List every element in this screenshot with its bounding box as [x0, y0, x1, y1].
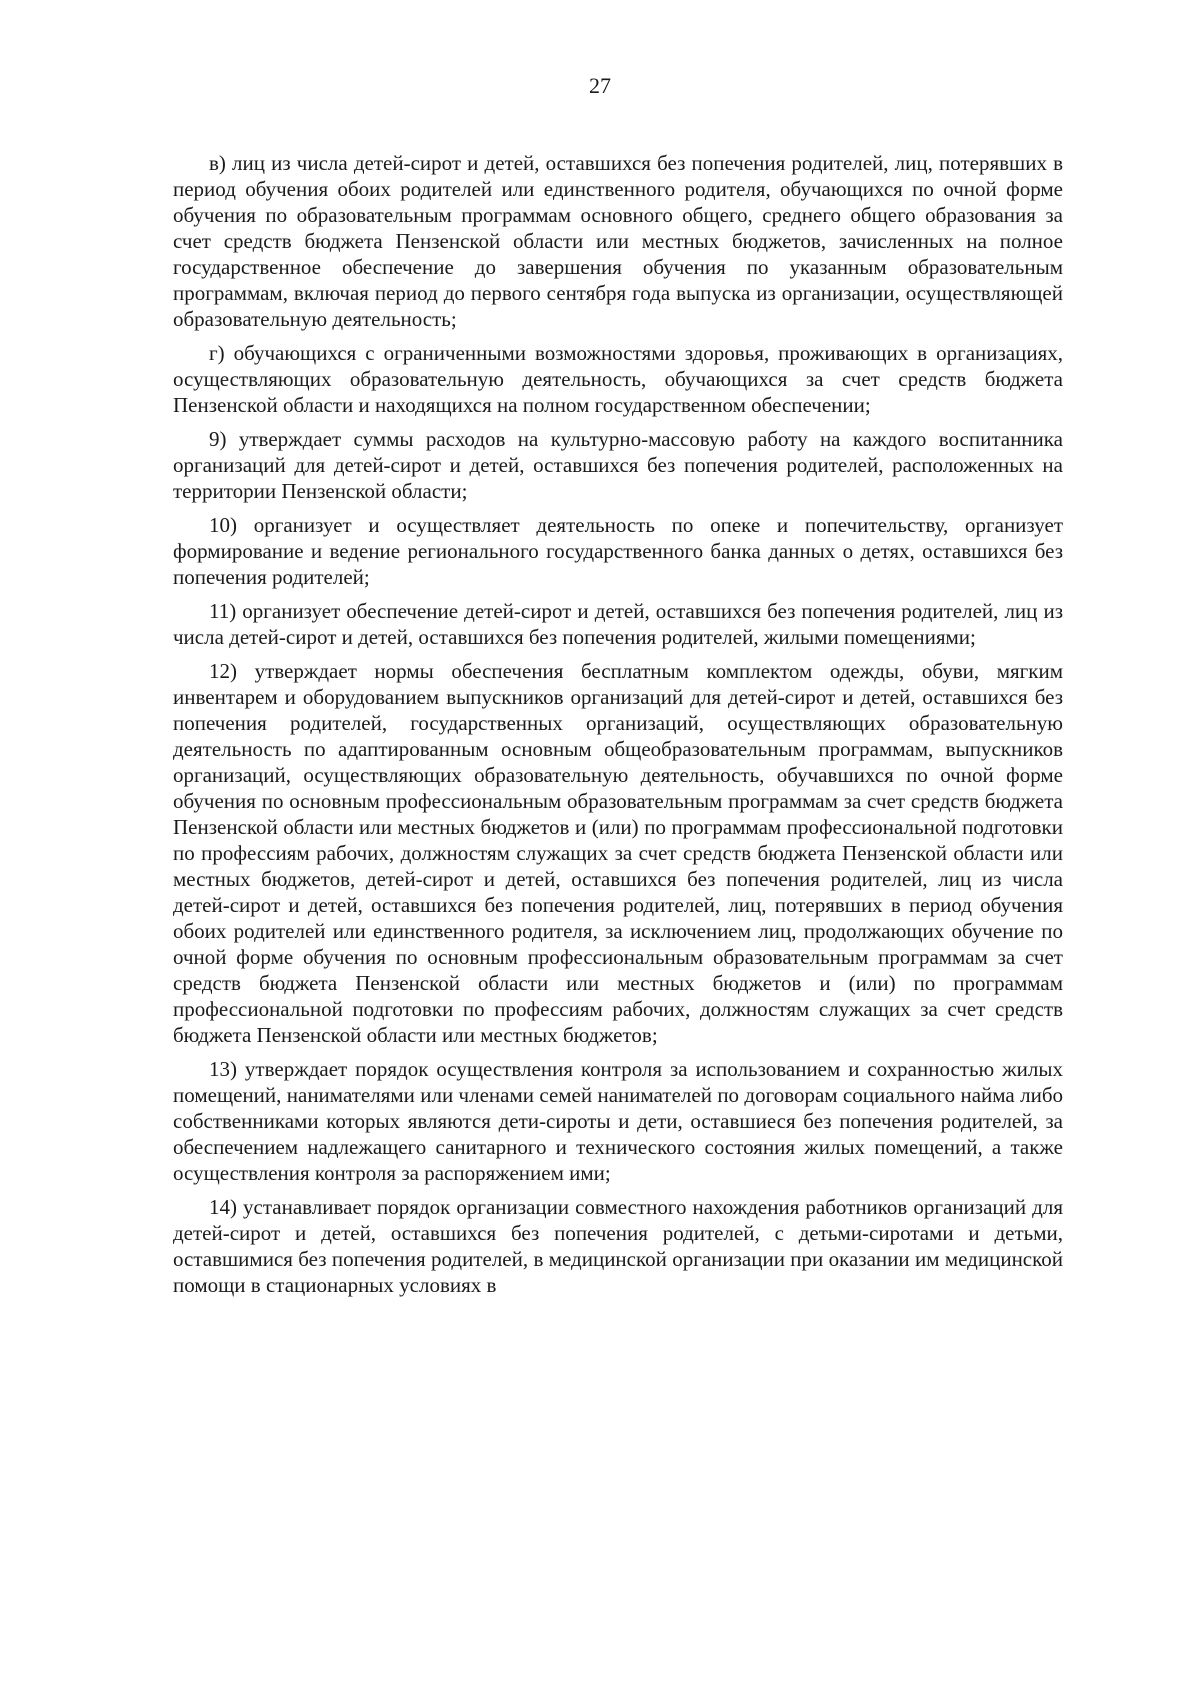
paragraph-9: 9) утверждает суммы расходов на культурно-массовую работу на каждого воспитанника организаций для детей-сирот и детей, оставшихся без попечения родителей, расположенных на территории Пензенской области;	[173, 427, 1063, 503]
paragraph-13: 13) утверждает порядок осуществления контроля за использованием и сохранностью жилых помещений, нанимателями или членами семей нанимателей по договорам социального найма либо собственниками которых являются дети-сироты и дети, оставшиеся без попечения родителей, за обеспечением надлежащего санитарного и технического состояния жилых помещений, а также осуществления контроля за распоряжением ими;	[173, 1057, 1063, 1185]
paragraph-14: 14) устанавливает порядок организации совместного нахождения работников организаций для детей-сирот и детей, оставшихся без попечения родителей, с детьми-сиротами и детьми, оставшимися без попечения родителей, в медицинской организации при оказании им медицинской помощи в стационарных условиях в	[173, 1195, 1063, 1297]
paragraph-g: г) обучающихся с ограниченными возможностями здоровья, проживающих в организациях, осуществляющих образовательную деятельность, обучающихся за счет средств бюджета Пензенской области и находящихся на полном государственном обеспечении;	[173, 341, 1063, 417]
paragraph-10: 10) организует и осуществляет деятельность по опеке и попечительству, организует формирование и ведение регионального государственного банка данных о детях, оставшихся без попечения родителей;	[173, 513, 1063, 589]
page-number: 27	[589, 73, 611, 98]
paragraph-v: в) лиц из числа детей-сирот и детей, оставшихся без попечения родителей, лиц, потерявших в период обучения обоих родителей или единственного родителя, обучающихся по очной форме обучения по образовательным программам основного общего, среднего общего образования за счет средств бюджета Пензенской области или местных бюджетов, зачисленных на полное государственное обеспечение до завершения обучения по указанным образовательным программам, включая период до первого сентября года выпуска из организации, осуществляющей образовательную деятельность;	[173, 151, 1063, 331]
document-body	[173, 150, 1063, 1306]
paragraph-11: 11) организует обеспечение детей-сирот и детей, оставшихся без попечения родителей, лиц из числа детей-сирот и детей, оставшихся без попечения родителей, жилыми помещениями;	[173, 599, 1063, 649]
paragraph-12: 12) утверждает нормы обеспечения бесплатным комплектом одежды, обуви, мягким инвентарем и оборудованием выпускников организаций для детей-сирот и детей, оставшихся без попечения родителей, государственных организаций, осуществляющих образовательную деятельность по адаптированным основным общеобразовательным программам, выпускников организаций, осуществляющих образовательную деятельность, обучавшихся по очной форме обучения по основным профессиональным образовательным программам за счет средств бюджета Пензенской области или местных бюджетов и (или) по программам профессиональной подготовки по профессиям рабочих, должностям служащих за счет средств бюджета Пензенской области или местных бюджетов, детей-сирот и детей, оставшихся без попечения родителей, лиц из числа детей-сирот и детей, оставшихся без попечения родителей, лиц, потерявших в период обучения обоих родителей или единственного родителя, за исключением лиц, продолжающих обучение по очной форме обучения по основным профессиональным образовательным программам за счет средств бюджета Пензенской области или местных бюджетов и (или) по программам профессиональной подготовки по профессиям рабочих, должностям служащих за счет средств бюджета Пензенской области или местных бюджетов;	[173, 659, 1063, 1047]
